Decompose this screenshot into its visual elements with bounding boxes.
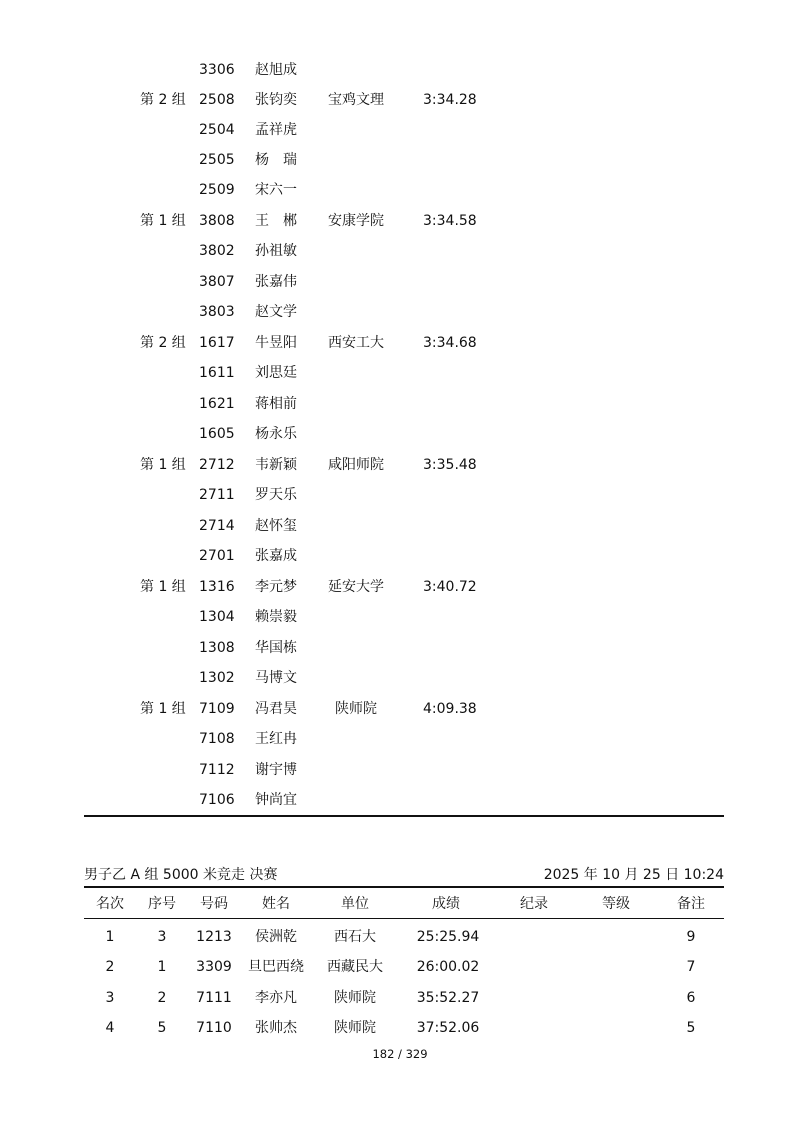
header-unit: 单位 <box>341 896 369 912</box>
athlete-name: 华国栋 <box>255 640 297 656</box>
athlete-number: 3306 <box>199 62 235 78</box>
athlete-number: 1308 <box>199 640 235 656</box>
group-label: 第 1 组 <box>140 701 186 717</box>
relay-row <box>0 511 800 541</box>
relay-result: 3:34.68 <box>423 335 477 351</box>
table-row <box>0 983 800 1013</box>
athlete-name: 钟尚宜 <box>255 792 297 808</box>
relay-row <box>0 236 800 266</box>
result-cell: 37:52.06 <box>416 1020 480 1036</box>
athlete-name: 王 郴 <box>255 213 297 229</box>
athlete-number: 2711 <box>199 487 235 503</box>
athlete-name: 李元梦 <box>255 579 297 595</box>
group-label: 第 2 组 <box>140 92 186 108</box>
header-seq: 序号 <box>148 896 176 912</box>
relay-row <box>0 297 800 327</box>
points-cell: 9 <box>686 929 696 945</box>
athlete-number: 1605 <box>199 426 235 442</box>
group-label: 第 2 组 <box>140 335 186 351</box>
relay-row <box>0 450 800 480</box>
group-label: 第 1 组 <box>140 579 186 595</box>
relay-row <box>0 633 800 663</box>
relay-row <box>0 175 800 205</box>
number-cell: 7110 <box>196 1020 232 1036</box>
relay-result: 3:34.28 <box>423 92 477 108</box>
seq-cell: 5 <box>157 1020 167 1036</box>
team-unit: 宝鸡文理 <box>328 92 384 108</box>
athlete-name: 张钧奕 <box>255 92 297 108</box>
header-rank: 名次 <box>96 896 124 912</box>
athlete-name: 韦新颖 <box>255 457 297 473</box>
table-row <box>0 952 800 982</box>
rank-cell: 4 <box>105 1020 115 1036</box>
athlete-number: 1304 <box>199 609 235 625</box>
number-cell: 3309 <box>196 959 232 975</box>
team-unit: 咸阳师院 <box>328 457 384 473</box>
unit-cell: 西藏民大 <box>327 959 383 975</box>
athlete-number: 1611 <box>199 365 235 381</box>
relay-row <box>0 663 800 693</box>
athlete-name: 谢宇博 <box>255 762 297 778</box>
relay-row <box>0 419 800 449</box>
athlete-name: 杨永乐 <box>255 426 297 442</box>
relay-row <box>0 541 800 571</box>
relay-row <box>0 694 800 724</box>
relay-row <box>0 328 800 358</box>
athlete-number: 7112 <box>199 762 235 778</box>
header-result: 成绩 <box>432 896 460 912</box>
relay-row <box>0 85 800 115</box>
athlete-name: 张嘉伟 <box>255 274 297 290</box>
relay-result: 3:40.72 <box>423 579 477 595</box>
relay-row <box>0 206 800 236</box>
result-cell: 26:00.02 <box>416 959 480 975</box>
event-datetime: 2025 年 10 月 25 日 10:24 <box>543 867 724 883</box>
header-bottom-rule <box>84 918 724 919</box>
athlete-name: 刘思廷 <box>255 365 297 381</box>
rank-cell: 3 <box>105 990 115 1006</box>
rank-cell: 2 <box>105 959 115 975</box>
points-cell: 5 <box>686 1020 696 1036</box>
name-cell: 侯洲乾 <box>255 929 297 945</box>
team-unit: 陕师院 <box>335 701 377 717</box>
athlete-name: 赵旭成 <box>255 62 297 78</box>
table-row <box>0 922 800 952</box>
relay-result: 4:09.38 <box>423 701 477 717</box>
athlete-name: 王红冉 <box>255 731 297 747</box>
relay-row <box>0 785 800 815</box>
athlete-name: 赵文学 <box>255 304 297 320</box>
seq-cell: 3 <box>157 929 167 945</box>
team-unit: 西安工大 <box>328 335 384 351</box>
athlete-name: 杨 瑞 <box>255 152 297 168</box>
athlete-number: 2509 <box>199 182 235 198</box>
athlete-number: 1302 <box>199 670 235 686</box>
athlete-number: 2714 <box>199 518 235 534</box>
athlete-name: 赖崇毅 <box>255 609 297 625</box>
header-record: 纪录 <box>520 896 548 912</box>
athlete-number: 3808 <box>199 213 235 229</box>
relay-row <box>0 115 800 145</box>
table-row <box>0 1013 800 1043</box>
athlete-name: 蒋相前 <box>255 396 297 412</box>
team-unit: 安康学院 <box>328 213 384 229</box>
header-grade: 等级 <box>602 896 630 912</box>
athlete-name: 张嘉成 <box>255 548 297 564</box>
athlete-number: 3802 <box>199 243 235 259</box>
relay-row <box>0 572 800 602</box>
header-points: 备注 <box>677 896 705 912</box>
athlete-number: 1617 <box>199 335 235 351</box>
athlete-number: 2504 <box>199 122 235 138</box>
relay-row <box>0 55 800 85</box>
relay-result: 3:34.58 <box>423 213 477 229</box>
rank-cell: 1 <box>105 929 115 945</box>
unit-cell: 陕师院 <box>334 1020 376 1036</box>
athlete-number: 7109 <box>199 701 235 717</box>
page-number: 182 / 329 <box>372 1047 428 1061</box>
number-cell: 7111 <box>196 990 232 1006</box>
relay-result: 3:35.48 <box>423 457 477 473</box>
seq-cell: 1 <box>157 959 167 975</box>
relay-row <box>0 145 800 175</box>
athlete-number: 1621 <box>199 396 235 412</box>
points-cell: 6 <box>686 990 696 1006</box>
athlete-number: 2701 <box>199 548 235 564</box>
relay-row <box>0 480 800 510</box>
athlete-name: 宋六一 <box>255 182 297 198</box>
result-cell: 25:25.94 <box>416 929 480 945</box>
header-number: 号码 <box>200 896 228 912</box>
name-cell: 旦巴西绕 <box>248 959 304 975</box>
name-cell: 李亦凡 <box>255 990 297 1006</box>
relay-row <box>0 724 800 754</box>
unit-cell: 西石大 <box>334 929 376 945</box>
athlete-name: 冯君昊 <box>255 701 297 717</box>
team-unit: 延安大学 <box>328 579 384 595</box>
athlete-number: 1316 <box>199 579 235 595</box>
unit-cell: 陕师院 <box>334 990 376 1006</box>
relay-row <box>0 267 800 297</box>
header-name: 姓名 <box>262 896 290 912</box>
relay-row <box>0 755 800 785</box>
athlete-name: 马博文 <box>255 670 297 686</box>
athlete-number: 3803 <box>199 304 235 320</box>
table-top-rule <box>84 886 724 888</box>
group-label: 第 1 组 <box>140 213 186 229</box>
athlete-name: 牛昱阳 <box>255 335 297 351</box>
athlete-number: 7106 <box>199 792 235 808</box>
athlete-number: 2508 <box>199 92 235 108</box>
number-cell: 1213 <box>196 929 232 945</box>
relay-row <box>0 602 800 632</box>
athlete-name: 孙祖敏 <box>255 243 297 259</box>
seq-cell: 2 <box>157 990 167 1006</box>
athlete-number: 2712 <box>199 457 235 473</box>
result-cell: 35:52.27 <box>416 990 480 1006</box>
section-divider <box>84 815 724 817</box>
athlete-name: 孟祥虎 <box>255 122 297 138</box>
athlete-number: 7108 <box>199 731 235 747</box>
name-cell: 张帅杰 <box>255 1020 297 1036</box>
athlete-name: 赵怀玺 <box>255 518 297 534</box>
athlete-name: 罗天乐 <box>255 487 297 503</box>
relay-row <box>0 389 800 419</box>
athlete-number: 3807 <box>199 274 235 290</box>
athlete-number: 2505 <box>199 152 235 168</box>
points-cell: 7 <box>686 959 696 975</box>
event-title: 男子乙 A 组 5000 米竞走 决赛 <box>84 867 278 883</box>
relay-row <box>0 358 800 388</box>
group-label: 第 1 组 <box>140 457 186 473</box>
